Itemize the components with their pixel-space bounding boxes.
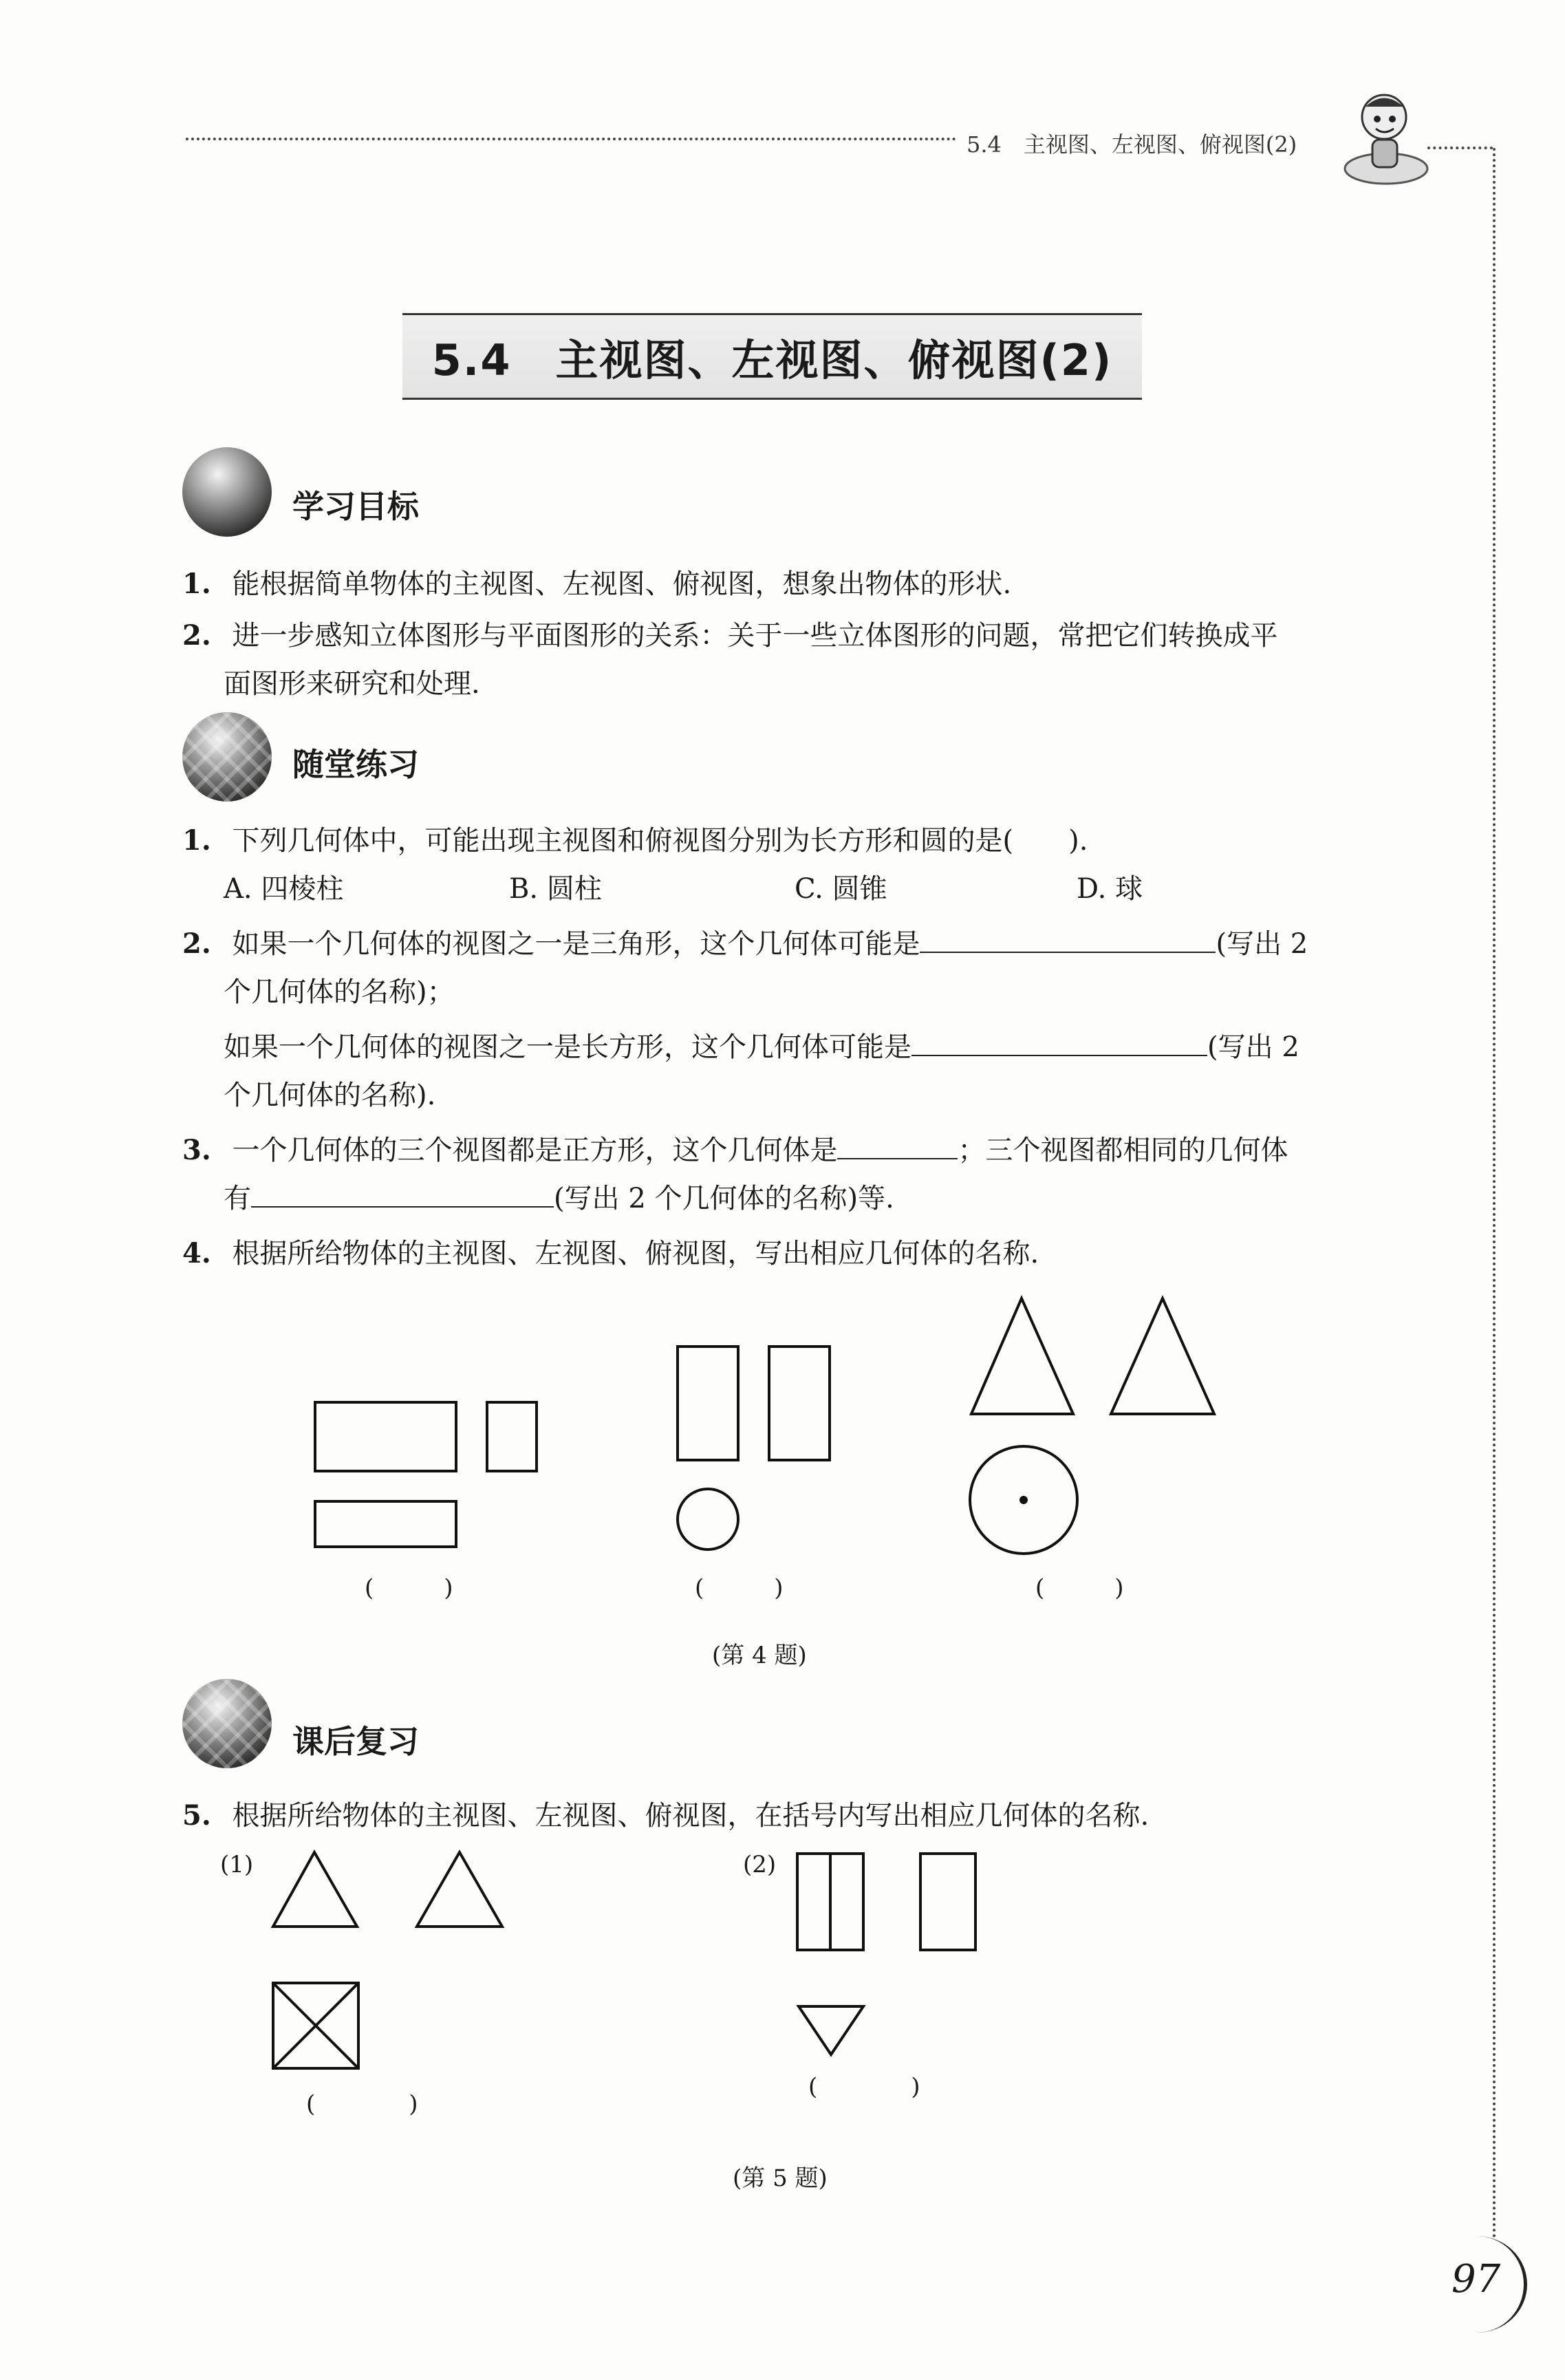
q5-label-2: (2): [743, 1851, 777, 1878]
item-number: 5.: [182, 1799, 211, 1832]
header-dotted-rule-right: [1427, 147, 1493, 149]
side-view-triangle: [417, 1852, 502, 1927]
goal-item-2: [182, 612, 1277, 659]
top-view-rect: [315, 1501, 456, 1547]
question-text: (写出 2: [1216, 928, 1308, 960]
page-number: 97: [1451, 2257, 1501, 2302]
question-text: 一个几何体的三个视图都是正方形，这个几何体是: [232, 1135, 838, 1166]
section-heading-practice: 随堂练习: [292, 746, 419, 783]
globe-icon: [182, 1679, 272, 1768]
question-2-line-3: [224, 1024, 1299, 1071]
q4-answer-paren-1[interactable]: ( ): [365, 1574, 453, 1602]
q5-label-1: (1): [220, 1851, 254, 1878]
option-c: C. 圆锥: [795, 873, 887, 905]
item-number: 4.: [182, 1237, 211, 1269]
side-view-rect: [769, 1347, 830, 1460]
question-1: [182, 817, 1088, 864]
item-number: 1.: [182, 824, 211, 857]
question-text: 根据所给物体的主视图、左视图、俯视图，在括号内写出相应几何体的名称.: [232, 1800, 1150, 1832]
header-dotted-rule: [186, 138, 956, 140]
front-view-triangle: [273, 1852, 357, 1927]
side-view-rect: [920, 1854, 975, 1950]
question-text: (写出 2 个几何体的名称)等.: [554, 1183, 894, 1214]
question-text: 根据所给物体的主视图、左视图、俯视图，写出相应几何体的名称.: [232, 1238, 1039, 1269]
option-a: A. 四棱柱: [224, 873, 344, 905]
goal-text: 进一步感知立体图形与平面图形的关系：关于一些立体图形的问题，常把它们转换成平: [232, 620, 1278, 652]
question-text: ；三个视图都相同的几何体: [958, 1135, 1288, 1166]
item-number: 3.: [182, 1134, 211, 1166]
q4-figure-1: [310, 1390, 550, 1555]
top-view-circle: [678, 1489, 738, 1550]
page-title: [402, 313, 1142, 400]
question-text: 有: [224, 1183, 251, 1214]
q4-answer-paren-3[interactable]: ( ): [1035, 1574, 1124, 1602]
running-header: 5.4 主视图、左视图、俯视图(2): [967, 131, 1297, 158]
front-view-rect: [678, 1347, 738, 1460]
question-text: 如果一个几何体的视图之一是长方形，这个几何体可能是: [224, 1031, 911, 1063]
page-title-text: 5.4 主视图、左视图、俯视图(2): [431, 334, 1113, 385]
q4-answer-paren-2[interactable]: ( ): [695, 1574, 784, 1602]
question-5: [182, 1792, 1149, 1839]
question-text: 下列几何体中，可能出现主视图和俯视图分别为长方形和圆的是( ).: [232, 825, 1088, 857]
right-margin-dotted-rule: [1493, 148, 1496, 2240]
q5-caption: (第 5 题): [733, 2165, 828, 2192]
q4-figure-3: [963, 1290, 1238, 1538]
section-heading-review: 课后复习: [292, 1723, 419, 1760]
option-d: D. 球: [1077, 873, 1143, 905]
question-3-line-2: [224, 1175, 894, 1222]
mascot-icon: [1341, 86, 1431, 189]
front-view-triangle: [971, 1298, 1073, 1414]
item-number: 2.: [182, 928, 211, 960]
q4-figure-2: [671, 1338, 850, 1558]
answer-blank[interactable]: [911, 1027, 1207, 1056]
goal-item-2-cont: 面图形来研究和处理.: [224, 668, 480, 700]
q4-caption: (第 4 题): [712, 1642, 807, 1669]
answer-blank[interactable]: [920, 924, 1216, 953]
center-dot: [1021, 1497, 1026, 1503]
goal-item-1: [182, 561, 1011, 608]
front-view-rect: [315, 1402, 456, 1471]
side-view-rect: [487, 1402, 537, 1471]
question-3-line-1: [182, 1127, 1288, 1174]
q5-figure-1: [265, 1844, 512, 2092]
question-4: [182, 1230, 1039, 1277]
q5-answer-paren-2[interactable]: ( ): [808, 2073, 920, 2101]
option-b: B. 圆柱: [509, 873, 602, 905]
question-text: (写出 2: [1207, 1031, 1299, 1063]
question-2-line-1: [182, 921, 1308, 967]
q5-figure-2: [788, 1844, 994, 2064]
sphere-icon: [182, 447, 272, 537]
q5-answer-paren-1[interactable]: ( ): [306, 2090, 418, 2118]
answer-blank[interactable]: [251, 1179, 554, 1208]
question-text: 如果一个几何体的视图之一是三角形，这个几何体可能是: [232, 928, 920, 960]
top-view-triangle: [799, 2006, 863, 2055]
question-2-line-4: 个几何体的名称).: [224, 1080, 436, 1111]
globe-icon: [182, 712, 272, 802]
question-2-line-2: 个几何体的名称)；: [224, 976, 455, 1008]
item-number: 2.: [182, 619, 211, 652]
answer-blank[interactable]: [837, 1130, 958, 1159]
item-number: 1.: [182, 568, 211, 600]
side-view-triangle: [1111, 1298, 1214, 1414]
section-heading-goals: 学习目标: [292, 488, 419, 525]
goal-text: 能根据简单物体的主视图、左视图、俯视图，想象出物体的形状.: [232, 568, 1012, 600]
